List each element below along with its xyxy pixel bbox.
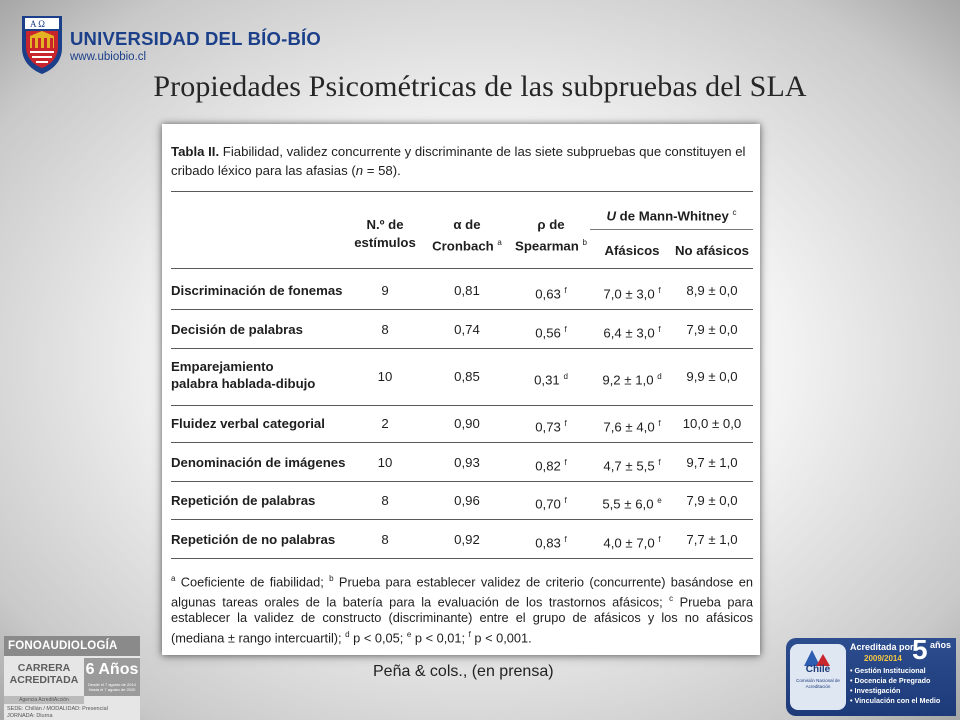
badge-years-note: Desde el 7 agosto de 2014 Hasta el 7 agosto de 2020 — [88, 682, 136, 692]
cell-aphasic — [590, 531, 674, 551]
row-rule — [171, 481, 753, 482]
header-mann-whitney-u: U — [606, 208, 617, 224]
badge-carrera-text: CARRERA — [17, 662, 71, 674]
cell-non-aphasic: 7,9 ± 0,0 — [686, 322, 738, 337]
cell-rho-value: 0,83 — [535, 535, 561, 551]
cell-aphasic-value: 9,2 ± 1,0 — [602, 372, 654, 388]
program-accreditation-badge — [4, 636, 140, 720]
cell-rho — [510, 321, 592, 341]
accreditation-period: 2009/2014 — [864, 654, 902, 663]
accreditation-area: • Docencia de Pregrado — [850, 676, 940, 686]
cell-aphasic-value: 7,0 ± 3,0 — [603, 286, 655, 302]
footnote-d-sup: d — [345, 629, 350, 639]
cell-stimuli: 9 — [381, 283, 389, 298]
svg-text:A Ω: A Ω — [30, 19, 45, 29]
cell-stimuli: 10 — [377, 369, 393, 384]
cna-chile-text: Chile — [805, 664, 831, 675]
cell-non-aphasic: 9,9 ± 0,0 — [686, 369, 738, 384]
cell-rho-sup: f — [564, 458, 567, 467]
cell-rho-value: 0,70 — [535, 496, 561, 512]
slide-title: Propiedades Psicométricas de las subpruebas del SLA — [153, 70, 807, 103]
badge-acreditada-text: ACREDITADA — [9, 674, 79, 686]
cell-alpha: 0,93 — [454, 455, 480, 470]
cell-rho — [510, 415, 592, 435]
accredited-years-word: años — [930, 640, 952, 650]
header-non-aphasic: No afásicos — [674, 243, 750, 258]
table-figure — [162, 124, 760, 655]
table-bottom-rule — [171, 558, 753, 559]
row-rule — [171, 309, 753, 310]
header-sub-rule — [590, 229, 753, 230]
cell-aphasic-sup: f — [658, 419, 661, 428]
header-alpha-line2 — [427, 234, 507, 255]
table-caption — [171, 142, 753, 180]
cell-aphasic-value: 5,5 ± 6,0 — [602, 496, 654, 512]
cell-stimuli: 8 — [381, 322, 389, 337]
cell-alpha: 0,90 — [454, 416, 480, 431]
table-caption-n: n — [355, 163, 364, 178]
university-name: UNIVERSIDAD DEL BÍO-BÍO — [70, 28, 321, 49]
cna-chile-logo — [790, 644, 846, 710]
cell-rho-value: 0,73 — [535, 419, 561, 435]
cell-aphasic-value: 6,4 ± 3,0 — [603, 325, 655, 341]
accreditation-area: • Gestión Institucional — [850, 666, 940, 676]
accreditation-area: • Vinculación con el Medio — [850, 696, 940, 706]
table-caption-end: = 58). — [363, 163, 401, 178]
cell-rho-value: 0,63 — [535, 286, 561, 302]
row-label-line2: palabra hablada-dibujo — [171, 376, 316, 391]
cell-alpha: 0,92 — [454, 532, 480, 547]
university-shield-icon — [20, 14, 64, 76]
header-rho-sup: b — [582, 238, 587, 247]
cell-aphasic — [590, 415, 674, 435]
header-alpha-line1: α de — [453, 217, 481, 232]
row-label: Fluidez verbal categorial — [171, 416, 325, 431]
accredited-years-number: 5 — [912, 638, 928, 665]
cna-name-text: Comisión Nacional de Acreditación — [796, 678, 840, 689]
cell-rho-sup: f — [564, 325, 567, 334]
row-label-line1: Emparejamiento — [171, 359, 274, 374]
cell-alpha: 0,74 — [454, 322, 480, 337]
cell-rho — [510, 368, 592, 388]
accredited-for-text: Acreditada por — [850, 642, 914, 652]
accreditation-area: • Investigación — [850, 686, 940, 696]
cell-rho-sup: f — [564, 286, 567, 295]
header-bottom-rule — [171, 268, 753, 269]
header-alpha-text: Cronbach — [432, 238, 494, 254]
footnote-c-sup: c — [669, 593, 674, 603]
cell-aphasic-value: 7,6 ± 4,0 — [603, 419, 655, 435]
cell-aphasic — [590, 368, 674, 388]
header-stimuli-line2: estímulos — [354, 235, 416, 250]
cell-stimuli: 8 — [381, 532, 389, 547]
cell-stimuli: 2 — [381, 416, 389, 431]
cell-rho-sup: f — [564, 535, 567, 544]
cell-aphasic-sup: f — [658, 458, 661, 467]
table-caption-text: Fiabilidad, validez concurrente y discriminante de las siete subpruebas que constituyen el cribado léxico para las afasias ( — [171, 144, 746, 178]
row-label: Repetición de palabras — [171, 493, 316, 508]
header-mann-whitney-text: de Mann-Whitney — [616, 208, 729, 224]
header-mann-whitney — [590, 204, 753, 225]
cell-non-aphasic: 8,9 ± 0,0 — [686, 283, 738, 298]
header-rho-line2 — [510, 234, 592, 255]
footnote-e-sup: e — [406, 629, 412, 639]
header-mann-whitney-sup: c — [732, 208, 737, 217]
footnote-f-sup: f — [468, 629, 471, 639]
cell-rho — [510, 492, 592, 512]
cell-rho — [510, 531, 592, 551]
header-rho — [510, 216, 592, 255]
header-stimuli-line1: N.º de — [366, 217, 404, 232]
badge-years — [84, 658, 140, 696]
badge-program-name: FONOAUDIOLOGÍA — [4, 636, 140, 656]
row-label: Denominación de imágenes — [171, 455, 346, 470]
footnote-e-text: p < 0,01; — [411, 630, 469, 646]
footnote-d-text: p < 0,05; — [349, 630, 407, 646]
citation: Peña & cols., (en prensa) — [373, 663, 554, 680]
cell-aphasic — [590, 454, 674, 474]
accreditation-areas — [850, 666, 940, 706]
cell-non-aphasic: 7,7 ± 1,0 — [686, 532, 738, 547]
table-footnote — [171, 571, 753, 646]
cell-alpha: 0,85 — [454, 369, 480, 384]
cell-rho-value: 0,31 — [534, 372, 560, 388]
header-rho-line1: ρ de — [537, 217, 565, 232]
badge-jornada-text: JORNADA: Diurna — [7, 712, 53, 719]
cell-aphasic — [590, 492, 674, 512]
cell-aphasic-value: 4,7 ± 5,5 — [603, 458, 655, 474]
cell-aphasic-sup: d — [657, 372, 662, 381]
header-aphasic: Afásicos — [604, 243, 660, 258]
cell-stimuli: 8 — [381, 493, 389, 508]
badge-sede — [4, 704, 140, 719]
table-top-rule — [171, 191, 753, 192]
row-label: Repetición de no palabras — [171, 532, 336, 547]
row-label: Discriminación de fonemas — [171, 283, 343, 298]
cell-alpha: 0,96 — [454, 493, 480, 508]
header-stimuli — [345, 216, 425, 252]
cell-aphasic-sup: f — [658, 535, 661, 544]
row-rule — [171, 405, 753, 406]
row-label: Decisión de palabras — [171, 322, 303, 337]
badge-carrera-acreditada — [4, 658, 84, 696]
row-rule — [171, 348, 753, 349]
institutional-accreditation-badge — [786, 638, 956, 716]
header-alpha-sup: a — [497, 238, 502, 247]
cell-non-aphasic: 10,0 ± 0,0 — [682, 416, 742, 431]
table-caption-label: Tabla II. — [171, 144, 220, 159]
badge-agency: Agencia AcreditAcción — [4, 696, 84, 704]
header-alpha — [427, 216, 507, 255]
footnote-b-text: Prueba para establecer validez de criterio (concurrente) basándose en algunas tareas orales de la batería para la evaluación de los trastornos afásicos; — [171, 574, 753, 609]
cell-aphasic — [590, 282, 674, 302]
cell-rho-sup: d — [563, 372, 568, 381]
university-logo — [20, 14, 321, 76]
badge-years-text: 6 Años — [85, 661, 139, 678]
footnote-a-text: Coeficiente de fiabilidad; — [175, 574, 330, 590]
cell-rho — [510, 454, 592, 474]
cell-rho — [510, 282, 592, 302]
footnote-b-sup: b — [329, 574, 334, 583]
cell-aphasic-value: 4,0 ± 7,0 — [603, 535, 655, 551]
cell-aphasic-sup: e — [657, 496, 662, 505]
row-rule — [171, 442, 753, 443]
university-url[interactable]: www.ubiobio.cl — [70, 51, 147, 63]
footnote-c-text: Prueba para establecer la validez de constructo (discriminante) entre el grupo de afásicos y los no afásicos (mediana ± rango intercuartil); — [171, 593, 753, 646]
cell-rho-sup: f — [564, 496, 567, 505]
cell-non-aphasic: 7,9 ± 0,0 — [686, 493, 738, 508]
footnote-f-text: p < 0,001. — [470, 630, 532, 646]
cell-aphasic-sup: f — [658, 286, 661, 295]
cell-rho-sup: f — [564, 419, 567, 428]
badge-sede-text: SEDE: Chillán / MODALIDAD: Presencial — [7, 706, 108, 712]
footnote-a-sup: a — [171, 574, 176, 583]
cell-non-aphasic: 9,7 ± 1,0 — [686, 455, 738, 470]
row-rule — [171, 519, 753, 520]
cell-alpha: 0,81 — [454, 283, 480, 298]
cell-aphasic — [590, 321, 674, 341]
cell-rho-value: 0,56 — [535, 325, 561, 341]
cell-aphasic-sup: f — [658, 325, 661, 334]
cell-rho-value: 0,82 — [535, 458, 561, 474]
header-rho-text: Spearman — [515, 238, 579, 254]
cell-stimuli: 10 — [377, 455, 393, 470]
row-label — [171, 358, 315, 392]
